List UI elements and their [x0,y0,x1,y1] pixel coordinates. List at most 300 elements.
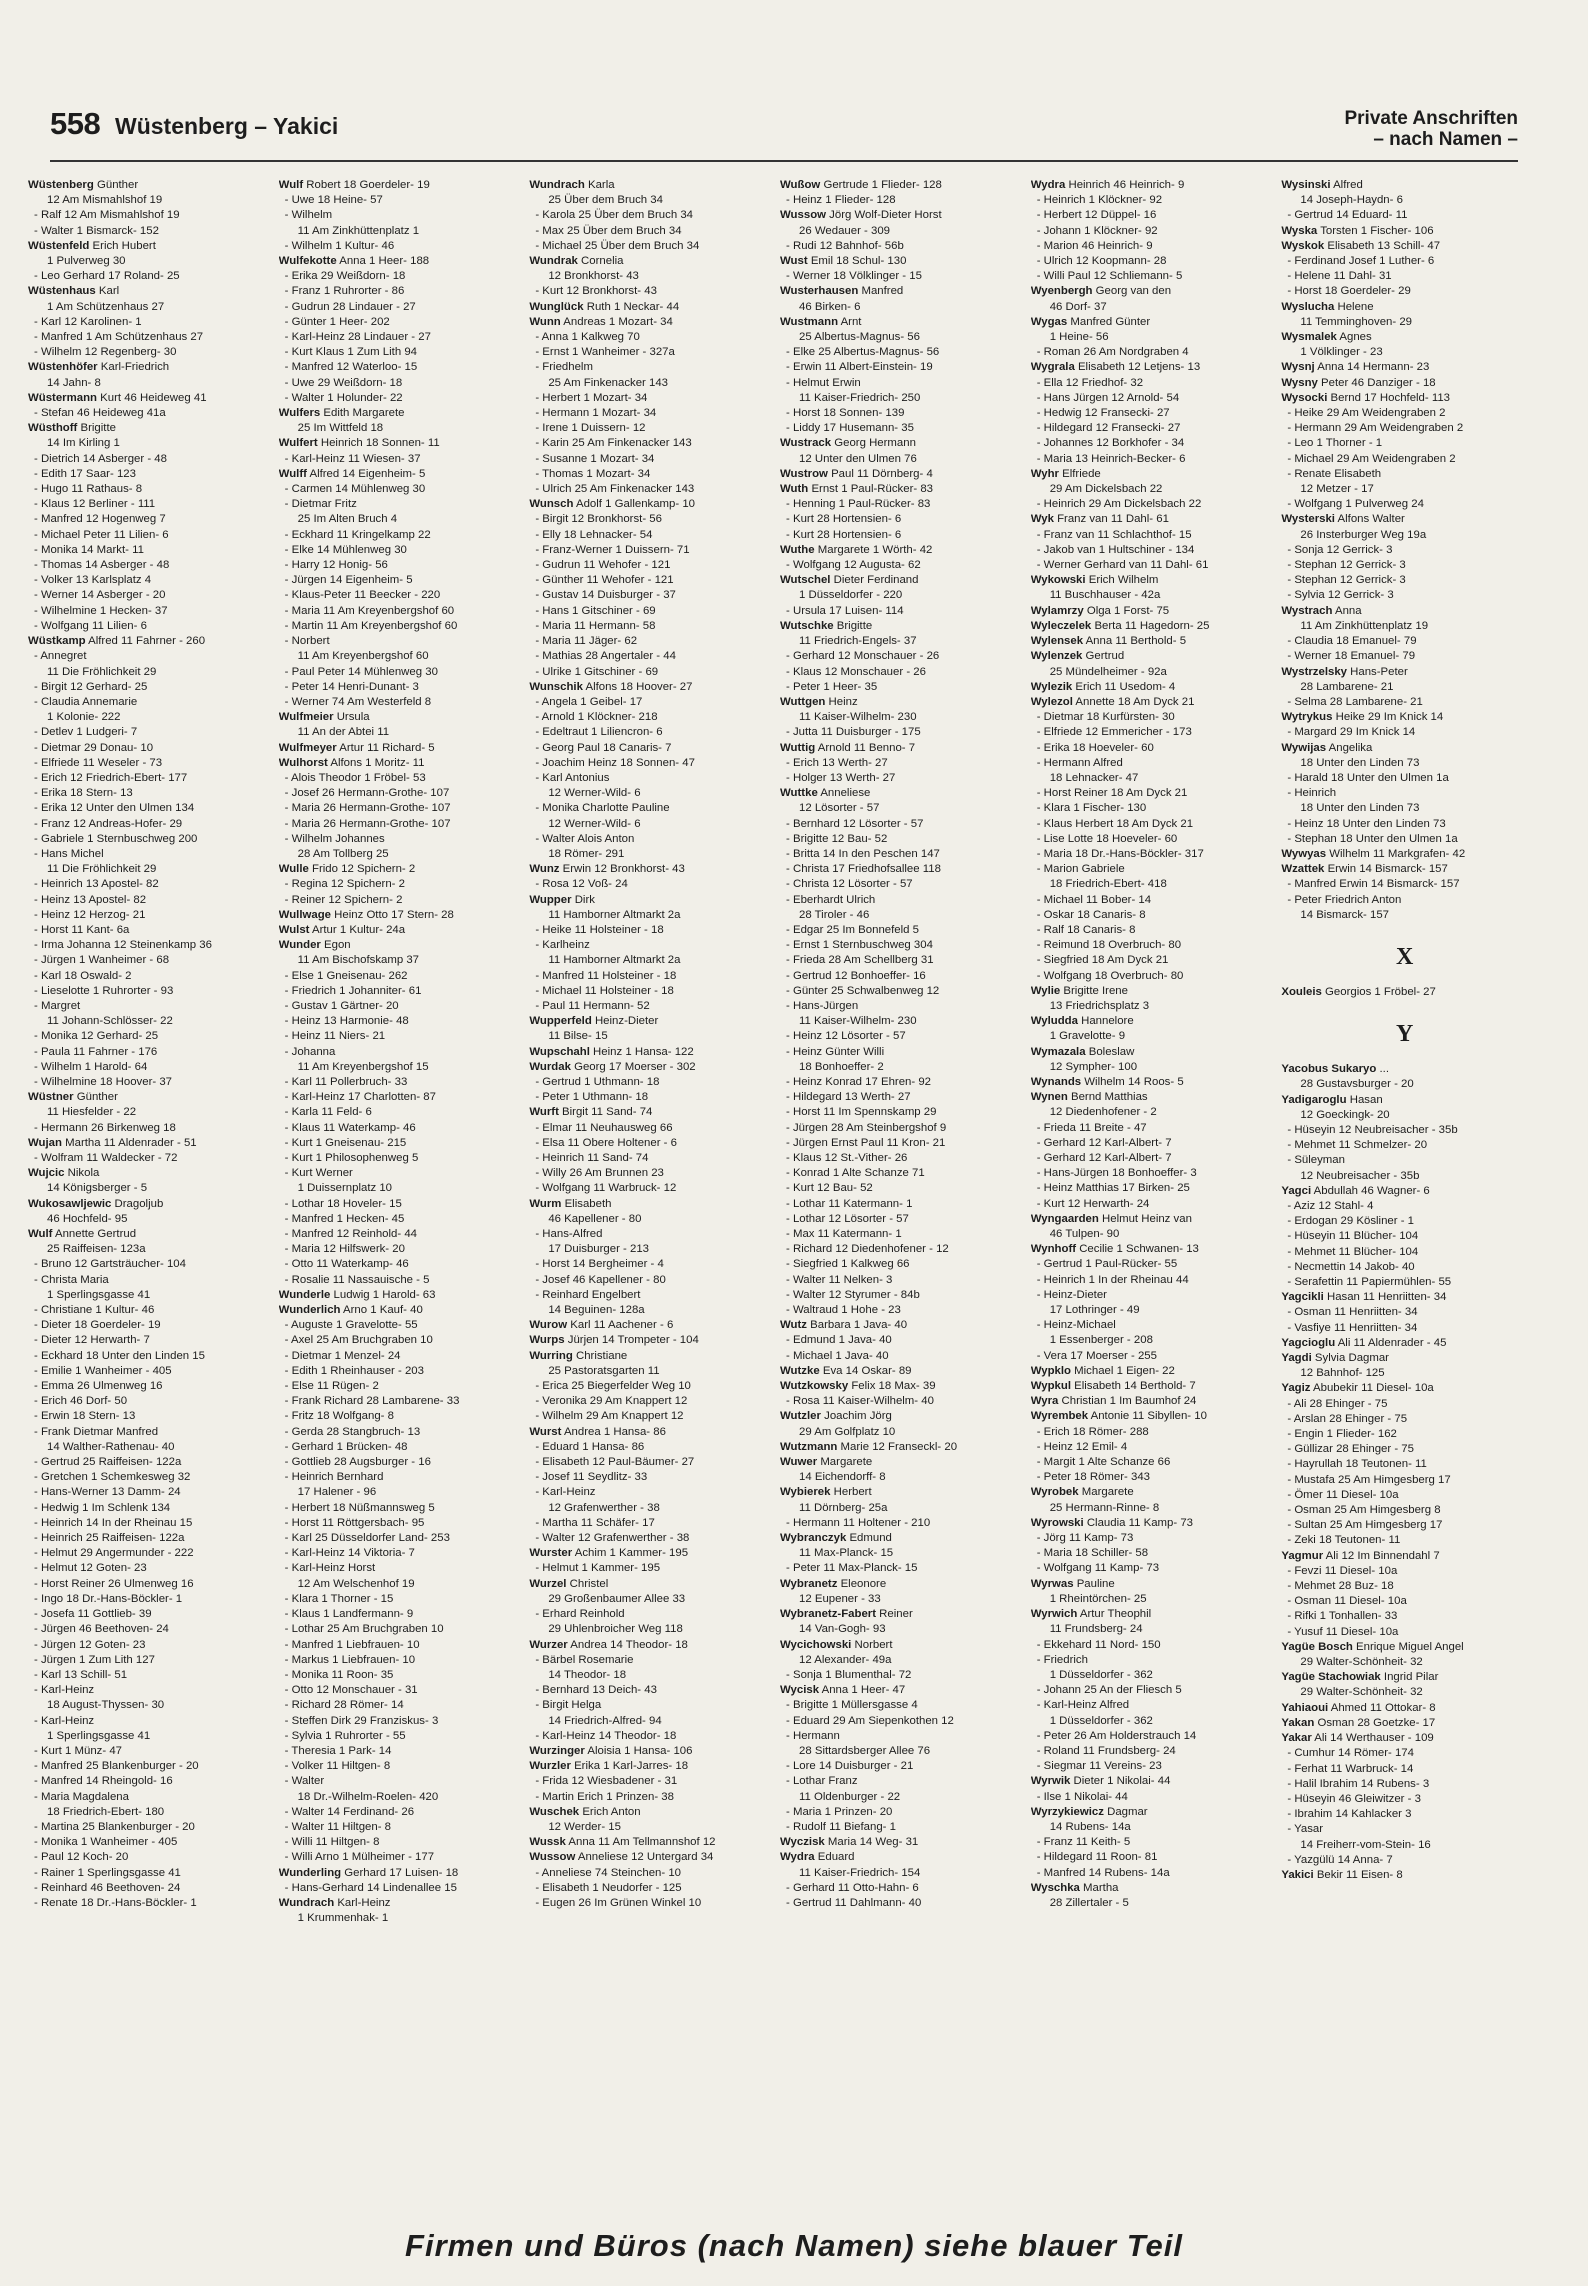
name-entry: - Jürgen 12 Goten- 23 [34,1638,146,1651]
name-entry: - Eberhardt Ulrich [786,893,876,906]
surname-entry: Wutzke Eva 14 Oskar- 89 [780,1364,912,1377]
name-entry: - Ernst 1 Sternbuschweg 304 [786,939,933,952]
name-entry: - Vera 17 Moerser - 255 [1036,1349,1157,1362]
name-entry: - Karl-Heinz 11 Wiesen- 37 [284,452,421,465]
surname-entry: Wutz Barbara 1 Java- 40 [780,1319,908,1332]
name-entry: - Karl-Heinz 17 Charlotten- 87 [284,1091,436,1104]
name-entry: - Reimund 18 Overbruch- 80 [1036,939,1182,952]
name-entry: - Heinrich 1 Klöckner- 92 [1036,194,1163,207]
name-entry: - Karla 11 Feld- 6 [284,1106,372,1119]
address-continuation: 12 Eupener - 33 [799,1592,881,1605]
name-entry: - Horst Reiner 26 Ulmenweg 16 [34,1577,194,1590]
name-entry: - Horst 14 Bergheimer - 4 [535,1258,664,1271]
name-entry: - Arnold 1 Klöckner- 218 [535,711,658,724]
surname: Wupper [529,893,572,906]
address-continuation: 12 Grafenwerther - 38 [548,1501,660,1514]
name-entry: - Manfred 11 Holsteiner - 18 [535,969,677,982]
surname: Wyska [1281,224,1318,237]
name-entry: - Ibrahim 14 Kahlacker 3 [1287,1808,1412,1821]
name-entry: - Claudia 18 Emanuel- 79 [1287,635,1417,648]
name-entry: - Frieda 11 Breite - 47 [1036,1121,1147,1134]
name-entry: - Christa Maria [34,1273,109,1286]
name-entry: - Volker 11 Hiltgen- 8 [284,1760,391,1773]
address-continuation: 11 Am Zinkhüttenplatz 1 [297,224,420,237]
address-continuation: 1 Düsseldorfer - 362 [1049,1668,1153,1681]
surname: Wüsthoff [28,422,78,435]
name-entry: - Elsa 11 Obere Holtener - 6 [535,1136,677,1149]
address-continuation: 1 Sperlingsgasse 41 [47,1729,151,1742]
name-entry: - Lothar 18 Hoveler- 15 [284,1197,402,1210]
address-continuation: 11 Am Zinkhüttenplatz 19 [1300,619,1429,632]
name-entry: - Karl-Heinz [535,1486,596,1499]
name-entry: - Ulrike 1 Gitschiner - 69 [535,665,659,678]
surname-entry: Wyleczelek Berta 11 Hagedorn- 25 [1030,619,1210,632]
name-entry: - Wilhelm 1 Harold- 64 [34,1060,148,1073]
address-continuation: 12 Diedenhofener - 2 [1049,1106,1157,1119]
name-entry: - Hermann 26 Birkenweg 18 [34,1121,176,1134]
name-entry: - Aziz 12 Stahl- 4 [1287,1199,1374,1212]
name-entry: - Karl 12 Karolinen- 1 [34,315,142,328]
name-entry: - Wilhelm 29 Am Knappert 12 [535,1410,684,1423]
surname: Yakici [1281,1868,1314,1881]
address-continuation: 11 Bilse- 15 [548,1030,608,1043]
name-entry: - Christa 12 Lösorter - 57 [786,878,913,891]
name-entry: - Michael 25 Über dem Bruch 34 [535,239,700,252]
surname-entry: Wujcic Nikola [28,1167,100,1180]
surname: Wuth [780,483,809,496]
address-continuation: 14 Bismarck- 157 [1300,908,1389,921]
surname: Wutzler [780,1410,821,1423]
name-entry: - Ralf 18 Canaris- 8 [1036,923,1136,936]
name-entry: - Monika 12 Gerhard- 25 [34,1030,159,1043]
address-continuation: 46 Tulpen- 90 [1049,1228,1120,1241]
address-continuation: 14 Jahn- 8 [47,376,101,389]
name-entry: - Paul Peter 14 Mühlenweg 30 [284,665,438,678]
directory-column-1 [28,178,275,2198]
name-entry: - Klaus 12 Monschauer - 26 [786,665,926,678]
surname-entry: Wybierek Herbert [780,1486,872,1499]
name-entry: - Gerhard 12 Karl-Albert- 7 [1036,1136,1172,1149]
name-entry: - Yasar [1287,1823,1324,1836]
name-entry: - Ernst 1 Wanheimer - 327a [535,346,675,359]
surname: Wulfmeyer [278,741,337,754]
surname: Wupperfeld [529,1015,592,1028]
name-entry: - Osman 11 Henriitten- 34 [1287,1306,1418,1319]
address-continuation: 25 Raiffeisen- 123a [47,1243,146,1256]
address-continuation: 14 Königsberger - 5 [47,1182,148,1195]
name-entry: - Erich 13 Werth- 27 [786,756,888,769]
surname: Wurzler [529,1760,571,1773]
name-entry: - Werner 14 Asberger - 20 [34,589,166,602]
address-continuation: 11 Johann-Schlösser- 22 [47,1015,173,1028]
name-entry: - Gerhard 1 Brücken- 48 [284,1440,408,1453]
surname: Wyhr [1030,467,1059,480]
surname: Wysny [1281,376,1318,389]
name-entry: - Heinrich [1287,787,1337,800]
name-entry: - Yazgülü 14 Anna- 7 [1287,1853,1393,1866]
address-continuation: 11 Oldenburger - 22 [799,1790,901,1803]
name-entry: - Walter 11 Hiltgen- 8 [284,1820,392,1833]
address-continuation: 28 Tiroler - 46 [799,908,870,921]
surname: Wurdak [529,1060,571,1073]
name-entry: - Rudi 12 Bahnhof- 56b [786,239,904,252]
name-entry: - Heinrich 14 In der Rheinau 15 [34,1516,193,1529]
surname-entry: Wylamrzy Olga 1 Forst- 75 [1030,604,1170,617]
name-entry: - Karl-Heinz Alfred [1036,1699,1130,1712]
surname: Yagcikli [1281,1291,1324,1304]
address-continuation: 12 Werner-Wild- 6 [548,787,641,800]
name-entry: - Maria Magdalena [34,1790,129,1803]
surname-entry: Wutzmann Marie 12 Franseckl- 20 [780,1440,958,1453]
section-heading-line1: Private Anschriften [1344,108,1518,129]
surname: Wysinski [1281,179,1331,191]
surname-entry: Wyenbergh Georg van den [1030,285,1172,298]
name-entry: - Horst 18 Sonnen- 139 [786,407,905,420]
name-entry: - Dietmar 18 Kurfürsten- 30 [1036,711,1175,724]
name-entry: - Carmen 14 Mühlenweg 30 [284,483,426,496]
surname: Wustrow [780,467,828,480]
name-entry: - Regina 12 Spichern- 2 [284,878,405,891]
address-continuation: 28 Am Tollberg 25 [297,847,389,860]
address-continuation: 28 Zillertaler - 5 [1049,1896,1129,1909]
name-entry: - Ingo 18 Dr.-Hans-Böckler- 1 [34,1592,183,1605]
name-entry: - Frank Dietmar Manfred [34,1425,159,1438]
name-entry: - Manfred 12 Hogenweg 7 [34,513,166,526]
name-entry: - Axel 25 Am Bruchgraben 10 [284,1334,433,1347]
name-entry: - Helene 11 Dahl- 31 [1287,270,1392,283]
surname-entry: Wulf Annette Gertrud [28,1228,137,1241]
name-entry: - Cumhur 14 Römer- 174 [1287,1747,1414,1760]
name-entry: - Franz van 11 Schlachthof- 15 [1036,528,1192,541]
surname: Wysocki [1281,391,1328,404]
address-continuation: 1 Völklinger - 23 [1300,346,1383,359]
surname: Wüstenhaus [28,285,96,298]
surname: Wyra [1030,1395,1059,1408]
name-entry: - Heinrich 25 Raiffeisen- 122a [34,1532,185,1545]
address-continuation: 25 Hermann-Rinne- 8 [1049,1501,1160,1514]
address-continuation: 29 Uhlenbroicher Weg 118 [548,1623,683,1636]
address-continuation: 1 Pulverweg 30 [47,255,126,268]
name-entry: - Helmut 1 Kammer- 195 [535,1562,661,1575]
surname: Yahiaoui [1281,1701,1329,1714]
surname-entry: Wymazala Boleslaw [1030,1045,1135,1058]
name-entry: - Eckhard 18 Unter den Linden 15 [34,1349,205,1362]
name-entry: - Wolfgang 1 Pulverweg 24 [1287,498,1424,511]
address-continuation: 12 Am Welschenhof 19 [297,1577,415,1590]
surname-entry: Yagmur Ali 12 Im Binnendahl 7 [1281,1549,1440,1562]
surname-entry: Wyrwich Artur Theophil [1030,1608,1152,1621]
surname: Wurow [529,1319,568,1332]
name-entry: - Emilie 1 Wanheimer - 405 [34,1364,172,1377]
name-entry: - Gerhard 12 Karl-Albert- 7 [1036,1152,1172,1164]
name-entry: - Herbert 12 Düppel- 16 [1036,209,1157,222]
surname-entry: Wulle Frido 12 Spichern- 2 [278,863,416,876]
name-entry: - Emma 26 Ulmenweg 16 [34,1380,163,1393]
name-entry: - Christiane 1 Kultur- 46 [34,1304,155,1317]
name-entry: - Elke 14 Mühlenweg 30 [284,543,407,556]
surname: Wutzkowsky [780,1380,849,1393]
surname-entry: Wybranczyk Edmund [780,1532,892,1545]
name-entry: - Christa 17 Friedhofsallee 118 [786,863,941,876]
name-entry: - Ella 12 Friedhof- 32 [1036,376,1144,389]
name-entry: - Lieselotte 1 Ruhrorter - 93 [34,984,174,997]
name-entry: - Renate Elisabeth [1287,467,1382,480]
name-entry: - Maria 13 Heinrich-Becker- 6 [1036,452,1186,465]
name-entry: - Erica 25 Biegerfelder Weg 10 [535,1380,691,1393]
surname: Wystrach [1281,604,1333,617]
surname-entry: Wüstner Günther [28,1091,118,1104]
address-continuation: 14 Rubens- 14a [1049,1820,1131,1833]
name-entry: - Gustav 14 Duisburger - 37 [535,589,676,602]
name-entry: - Wilhelm 12 Regenberg- 30 [34,346,177,359]
surname-entry: Wyslucha Helene [1281,300,1374,313]
surname: Wyenbergh [1030,285,1093,298]
surname-entry: Wysnj Anna 14 Hermann- 23 [1281,361,1430,374]
surname-entry: Wüstenhaus Karl [28,285,120,298]
address-continuation: 12 Bahnhof- 125 [1300,1367,1385,1380]
letter-heading: Y [1396,1021,1414,1048]
surname-entry: Wustrack Georg Hermann [780,437,916,450]
address-continuation: 11 Kaiser-Wilhelm- 230 [799,1015,917,1028]
name-entry: - Mathias 28 Angertaler - 44 [535,650,676,663]
surname-entry: Wyhr Elfriede [1030,467,1101,480]
surname-entry: Wuttig Arnold 11 Benno- 7 [780,741,916,754]
name-entry: - Konrad 1 Alte Schanze 71 [786,1167,925,1180]
name-entry: - Lothar 12 Lösorter - 57 [786,1212,909,1225]
address-continuation: 26 Wedauer - 309 [799,224,890,237]
surname: Wutzmann [780,1440,838,1453]
surname-entry: Yahiaoui Ahmed 11 Ottokar- 8 [1281,1701,1436,1714]
name-entry: - Edeltraut 1 Liliencron- 6 [535,726,663,739]
name-entry: - Stefan 46 Heideweg 41a [34,407,166,420]
name-entry: - Waltraud 1 Hohe - 23 [786,1304,901,1317]
surname-entry: Wulst Artur 1 Kultur- 24a [278,923,406,936]
name-entry: - Wolfram 11 Waldecker - 72 [34,1152,178,1164]
name-entry: - Ferhat 11 Warbruck- 14 [1287,1762,1414,1775]
surname-entry: Wurdak Georg 17 Moerser - 302 [529,1060,696,1073]
surname: Wuttgen [780,695,826,708]
surname: Wulf [278,179,304,191]
surname-entry: Wutzkowsky Felix 18 Max- 39 [780,1380,936,1393]
surname: Yagci [1281,1184,1312,1197]
surname-entry: Wundrach Karl-Heinz [278,1896,391,1909]
name-entry: - Hermann 11 Holtener - 210 [786,1516,931,1529]
surname-entry: Yagüe Bosch Enrique Miguel Angel [1281,1640,1464,1653]
surname-entry: Wustrow Paul 11 Dörnberg- 4 [780,467,933,480]
surname: Wywyas [1281,847,1327,860]
name-entry: - Karlheinz [535,939,590,952]
surname-entry: Wyrobek Margarete [1030,1486,1134,1499]
surname-entry: Wurzer Andrea 14 Theodor- 18 [529,1638,688,1651]
address-continuation: 25 Im Wittfeld 18 [297,422,384,435]
name-entry: - Peter 1 Heer- 35 [786,680,878,693]
name-entry: - Ömer 11 Diesel- 10a [1287,1488,1399,1501]
name-entry: - Günther 11 Wehofer - 121 [535,574,674,587]
surname-entry: Wystrach Anna [1281,604,1362,617]
name-entry: - Rosalie 11 Nassauische - 5 [284,1273,430,1286]
name-entry: - Martha 11 Schäfer- 17 [535,1516,655,1529]
surname-entry: Wurps Jürjen 14 Trompeter - 104 [529,1334,699,1347]
surname: Yadigaroglu [1281,1093,1347,1106]
name-entry: - Helmut 29 Angermunder - 222 [34,1547,194,1560]
address-continuation: 46 Hochfeld- 95 [47,1212,128,1225]
name-entry: - Klaus 11 Waterkamp- 46 [284,1121,416,1134]
surname: Wylezol [1030,695,1073,708]
section-heading [1344,108,1518,150]
surname-entry: Wurft Birgit 11 Sand- 74 [529,1106,653,1119]
name-entry: - Karl-Heinz 14 Theodor- 18 [535,1729,677,1742]
surname: Wussow [780,209,827,222]
surname-entry: Xouleis Georgios 1 Fröbel- 27 [1281,985,1436,998]
name-entry: - Klaus 12 Berliner - 111 [34,498,156,511]
address-continuation: 1 Duissernplatz 10 [297,1182,393,1195]
name-entry: - Hedwig 12 Fransecki- 27 [1036,407,1170,420]
name-entry: - Fritz 18 Wolfgang- 8 [284,1410,394,1423]
name-entry: - Wolfgang 18 Overbruch- 80 [1036,969,1184,982]
surname: Wystrzelsky [1281,665,1347,678]
name-entry: - Martin 11 Am Kreyenbergshof 60 [284,619,458,632]
name-entry: - Edith 17 Saar- 123 [34,467,136,480]
name-entry: - Kurt 12 Herwarth- 24 [1036,1197,1150,1210]
name-entry: - Dieter 12 Herwarth- 7 [34,1334,150,1347]
name-entry: - Harald 18 Unter den Ulmen 1a [1287,771,1449,784]
address-continuation: 14 Van-Gogh- 93 [799,1623,886,1636]
name-entry: - Martin Erich 1 Prinzen- 38 [535,1790,674,1803]
surname-entry: Wuwer Margarete [780,1456,873,1469]
address-continuation: 29 Großenbaumer Allee 33 [548,1592,686,1605]
surname: Wygrala [1030,361,1075,374]
surname-entry: Yagcioglu Ali 11 Aldenrader - 45 [1281,1336,1447,1349]
surname: Wutz [780,1319,808,1332]
name-entry: - Hans 1 Gitschiner - 69 [535,604,656,617]
address-continuation: 12 Metzer - 17 [1300,483,1374,496]
surname-entry: Wyskok Elisabeth 13 Schill- 47 [1281,239,1441,252]
surname-entry: Wüstenberg Günther [28,179,139,191]
name-entry: - Selma 28 Lambarene- 21 [1287,695,1423,708]
surname-entry: Wulfmeyer Artur 11 Richard- 5 [278,741,435,754]
surname-entry: Wydra Heinrich 46 Heinrich- 9 [1030,179,1185,191]
directory-column-4 [780,178,1027,2198]
name-entry: - Lise Lotte 18 Hoeveler- 60 [1036,832,1178,845]
name-entry: - Walter 11 Nelken- 3 [786,1273,893,1286]
surname: Wüstner [28,1091,74,1104]
name-entry: - Dietrich 14 Asberger - 48 [34,452,167,465]
name-entry: - Renate 18 Dr.-Hans-Böckler- 1 [34,1896,197,1909]
address-continuation: 1 Gravelotte- 9 [1049,1030,1126,1043]
name-entry: - Siegfried 1 Kalkweg 66 [786,1258,910,1271]
name-entry: - Heinz 13 Harmonie- 48 [284,1015,409,1028]
surname-entry: Wynhoff Cecilie 1 Schwanen- 13 [1030,1243,1199,1256]
address-continuation: 12 Sympher- 100 [1049,1060,1138,1073]
name-entry: - Michael Peter 11 Lilien- 6 [34,528,169,541]
surname: Wurst [529,1425,562,1438]
name-entry: - Birgit Helga [535,1699,602,1712]
address-continuation: 14 Beguinen- 128a [548,1304,645,1317]
footer-note: Firmen und Büros (nach Namen) siehe blauer Teil [405,2228,1183,2263]
name-entry: - Heinz 18 Unter den Linden 73 [1287,817,1446,830]
surname: Wüstenberg [28,179,94,191]
address-continuation: 11 An der Abtei 11 [297,726,390,739]
surname-entry: Wulf Robert 18 Goerdeler- 19 [278,179,430,191]
address-continuation: 12 Bronkhorst- 43 [548,270,639,283]
name-entry: - Jürgen 1 Wanheimer - 68 [34,954,170,967]
surname: Wutschke [780,619,834,632]
address-continuation: 11 Buschhauser - 42a [1049,589,1161,602]
name-entry: - Lothar 11 Katermann- 1 [786,1197,913,1210]
surname: Wulf [28,1228,53,1241]
surname-entry: Wussk Anna 11 Am Tellmannshof 12 [529,1836,716,1849]
address-continuation: 29 Am Dickelsbach 22 [1049,483,1163,496]
name-entry: - Eugen 26 Im Grünen Winkel 10 [535,1896,702,1909]
name-entry: - Dietmar 29 Donau- 10 [34,741,154,754]
name-entry: - Georg Paul 18 Canaris- 7 [535,741,672,754]
address-continuation: 1 Essenberger - 208 [1049,1334,1153,1347]
name-entry: - Kurt 28 Hortensien- 6 [786,513,902,526]
surname: Wyrembek [1030,1410,1089,1423]
name-entry: - Johanna [284,1045,336,1058]
name-entry: - Otto 11 Waterkamp- 46 [284,1258,409,1271]
address-continuation: 11 Dörnberg- 25a [799,1501,888,1514]
surname-entry: Wynen Bernd Matthias [1030,1091,1148,1104]
name-entry: - Heinz 12 Herzog- 21 [34,908,146,921]
surname: Wusterhausen [780,285,859,298]
name-entry: - Walter Alois Anton [535,832,635,845]
name-entry: - Hüseyin 46 Gleiwitzer - 3 [1287,1792,1421,1805]
address-continuation: 12 Werner-Wild- 6 [548,817,641,830]
name-entry: - Paul 12 Koch- 20 [34,1851,129,1864]
name-entry: - Zeki 18 Teutonen- 11 [1287,1534,1401,1547]
name-entry: - Maria 11 Hermann- 58 [535,619,656,632]
address-continuation: 1 Düsseldorfer - 362 [1049,1714,1153,1727]
address-continuation: 29 Am Golfplatz 10 [799,1425,896,1438]
surname-entry: Wyrzykiewicz Dagmar [1030,1805,1148,1818]
name-entry: - Annegret [34,650,87,663]
surname-entry: Wydra Eduard [780,1851,855,1864]
name-entry: - Werner 74 Am Westerfeld 8 [284,695,432,708]
surname: Wydra [1030,179,1066,191]
name-entry: - Hans-Werner 13 Damm- 24 [34,1486,181,1499]
surname: Wunz [529,863,560,876]
surname: Wymazala [1030,1045,1086,1058]
name-entry: - Erich 46 Dorf- 50 [34,1395,128,1408]
address-continuation: 11 Am Kreyenbergshof 15 [297,1060,429,1073]
surname: Wyrzykiewicz [1030,1805,1104,1818]
name-entry: - Monika Charlotte Pauline [535,802,670,815]
surname: Wurm [529,1197,562,1210]
address-continuation: 11 Frundsberg- 24 [1049,1623,1143,1636]
name-entry: - Manfred 25 Blankenburger - 20 [34,1760,199,1773]
surname-entry: Wyngaarden Helmut Heinz van [1030,1212,1192,1225]
surname-entry: Wylenzek Gertrud [1030,650,1125,663]
surname-entry: Wupschahl Heinz 1 Hansa- 122 [529,1045,694,1058]
surname: Wypklo [1030,1364,1071,1377]
surname: Wussk [529,1836,566,1849]
name-entry: - Wolfgang 11 Warbruck- 12 [535,1182,677,1195]
name-entry: - Ilse 1 Nikolai- 44 [1036,1790,1128,1803]
surname-entry: Wupper Dirk [529,893,595,906]
surname-entry: Yakar Ali 14 Werthauser - 109 [1281,1732,1434,1745]
surname-entry: Wysmalek Agnes [1281,331,1372,344]
address-continuation: 18 Friedrich-Ebert- 418 [1049,878,1167,891]
name-entry: - Siegfried 18 Am Dyck 21 [1036,954,1169,967]
name-entry: - Manfred Erwin 14 Bismarck- 157 [1287,878,1460,891]
surname-entry: Wutzler Joachim Jörg [780,1410,892,1423]
name-entry: - Josefa 11 Gottlieb- 39 [34,1608,152,1621]
surname: Wycichowski [780,1638,852,1651]
name-entry: - Josef 11 Seydlitz- 33 [535,1471,648,1484]
surname: Wylie [1030,984,1061,997]
name-entry: - Manfred 14 Rubens- 14a [1036,1866,1170,1879]
